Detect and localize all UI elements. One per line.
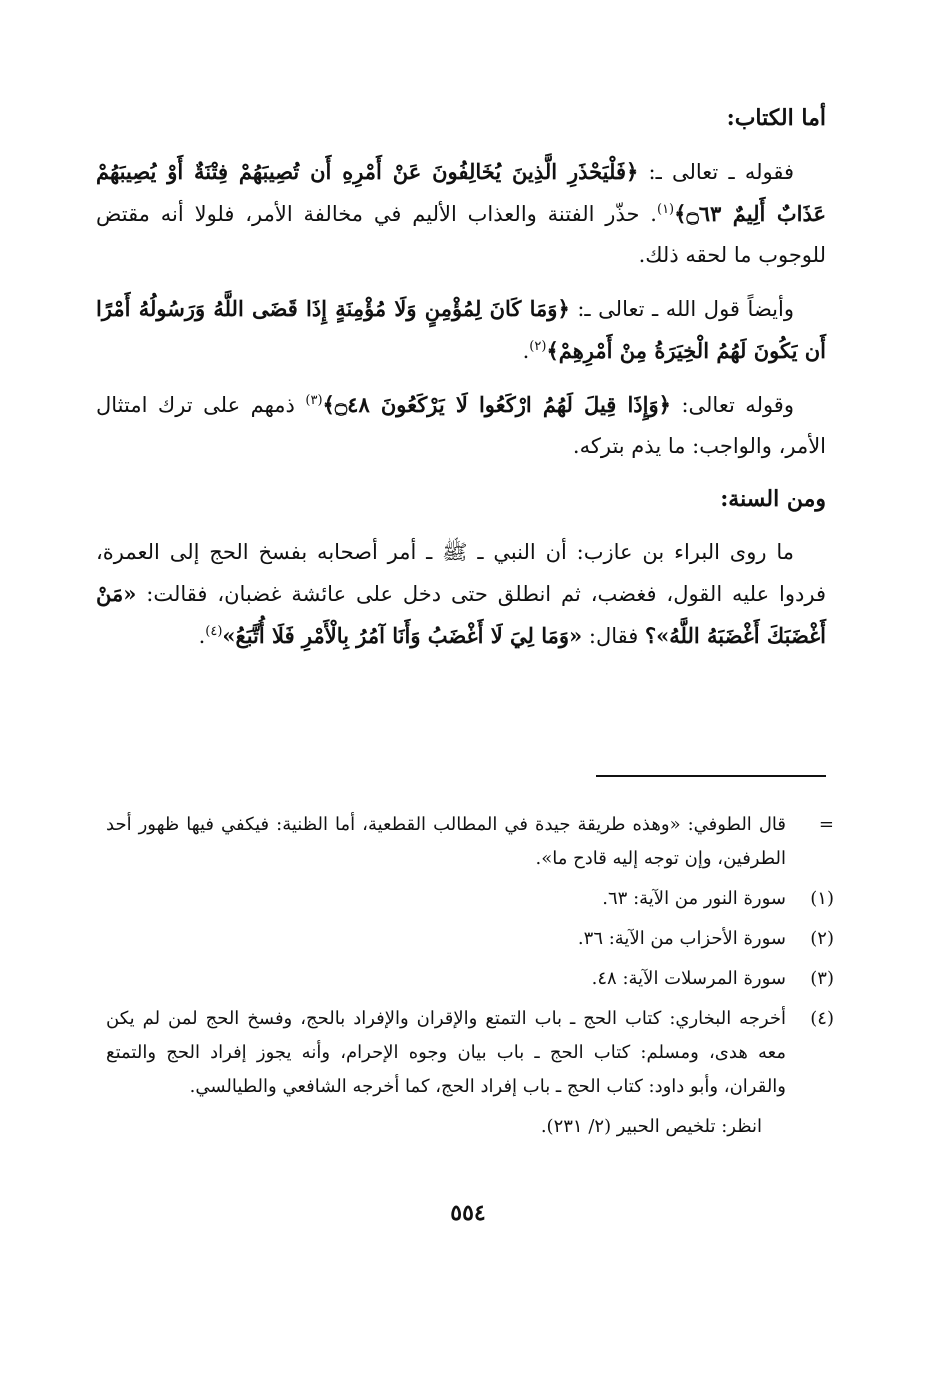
paragraph-4 (96, 532, 826, 657)
footnote-ref-3: (٣) (305, 393, 323, 408)
footnote-number: (٢) (810, 928, 834, 949)
footnote-continued (106, 808, 834, 876)
paragraph-3 (96, 384, 826, 467)
paragraph-4-rest: . (198, 624, 206, 648)
quran-verse-3: ﴿وَإِذَا قِيلَ لَهُمُ ارْكَعُوا لَا يَرْكَعُونَ ۝٤٨﴾ (322, 392, 671, 417)
hadith-quote-1: «مَنْ أَغْضَبَكَ أَغْضَبَهُ اللَّهُ»؟ (96, 581, 826, 648)
footnote-ref-1: (١) (656, 202, 675, 217)
quran-verse-1: ﴿فَلْيَحْذَرِ الَّذِينَ يُخَالِفُونَ عَنْ أَمْرِهِ أَن تُصِيبَهُمْ فِتْنَةٌ أَوْ يُصِيبَهُمْ عَذَابٌ أَلِيمٌ ۝٦٣﴾ (96, 159, 827, 226)
footnote-text: سورة الأحزاب من الآية: ٣٦. (577, 928, 786, 949)
footnote-3 (106, 962, 834, 996)
footnote-continued-text: قال الطوفي: «وهذه طريقة جيدة في المطالب القطعية، أما الظنية: فيكفي فيها ظهور أحد الطرفين، وإن توجه إليه قادح ما». (106, 814, 786, 869)
paragraph-1 (96, 151, 826, 276)
paragraph-3-rest: ذمهم على ترك امتثال الأمر، والواجب: ما يذم بتركه. (96, 393, 826, 458)
footnote-4 (106, 1002, 834, 1104)
heading-sunna: ومن السنة: (720, 486, 826, 512)
footnotes (106, 808, 834, 1150)
footnote-text: سورة النور من الآية: ٦٣. (602, 888, 786, 909)
main-text (96, 98, 826, 669)
footnote-see-also: انظر: تلخيص الحبير (٢/ ٢٣١). (540, 1116, 762, 1137)
heading-kitab: أما الكتاب: (726, 105, 826, 131)
paragraph-3-intro: وقوله تعالى: (681, 393, 794, 417)
footnote-1 (106, 882, 834, 916)
paragraph-2-intro: وأيضاً قول الله ـ تعالى ـ: (577, 297, 794, 321)
footnote-number: (١) (810, 888, 834, 909)
paragraph-1-rest: . حذّر الفتنة والعذاب الأليم في مخالفة الأمر، فلولا أنه مقتض للوجوب ما لحقه ذلك. (96, 202, 826, 267)
footnote-number: (٤) (810, 1008, 834, 1029)
paragraph-1-intro: فقوله ـ تعالى ـ: (648, 160, 794, 184)
paragraph-4-said: فقال: (588, 624, 639, 648)
continuation-mark: = (818, 814, 834, 835)
quran-verse-2: ﴿وَمَا كَانَ لِمُؤْمِنٍ وَلَا مُؤْمِنَةٍ إِذَا قَضَى اللَّهُ وَرَسُولُهُ أَمْرًا أَن يَكُونَ لَهُمُ الْخِيَرَةُ مِنْ أَمْرِهِمْ﴾ (96, 296, 826, 363)
footnote-number: (٣) (810, 968, 834, 989)
footnote-separator (596, 775, 826, 777)
footnote-2 (106, 922, 834, 956)
footnote-text: أخرجه البخاري: كتاب الحج ـ باب التمتع والإقران والإفراد بالحج، وفسخ الحج لمن لم يكن معه هدى، ومسلم: كتاب الحج ـ باب بيان وجوه الإحرام، وأنه يجوز إفراد الحج والتمتع والقران، وأبو داود: كتاب الحج ـ باب إفراد الحج، كما أخرجه الشافعي والطيالسي. (106, 1008, 786, 1097)
footnote-ref-2: (٢) (529, 339, 547, 354)
footnote-text: سورة المرسلات الآية: ٤٨. (591, 968, 786, 989)
paragraph-4-intro: ما روى البراء بن عازب: أن النبي ـ ﷺ ـ أمر أصحابه بفسخ الحج إلى العمرة، فردوا عليه القول، فغضب، ثم انطلق حتى دخل على عائشة غضبان، فقالت: (96, 540, 826, 606)
footnote-ref-4: (٤) (205, 624, 223, 639)
paragraph-2 (96, 288, 826, 372)
hadith-quote-2: «وَمَا لِيَ لَا أَغْضَبُ وَأَنَا آمُرُ بِالْأَمْرِ فَلَا أُتَّبَعُ» (222, 623, 583, 648)
page-number: ٥٥٤ (450, 1200, 486, 1226)
paragraph-2-rest: . (522, 339, 530, 363)
